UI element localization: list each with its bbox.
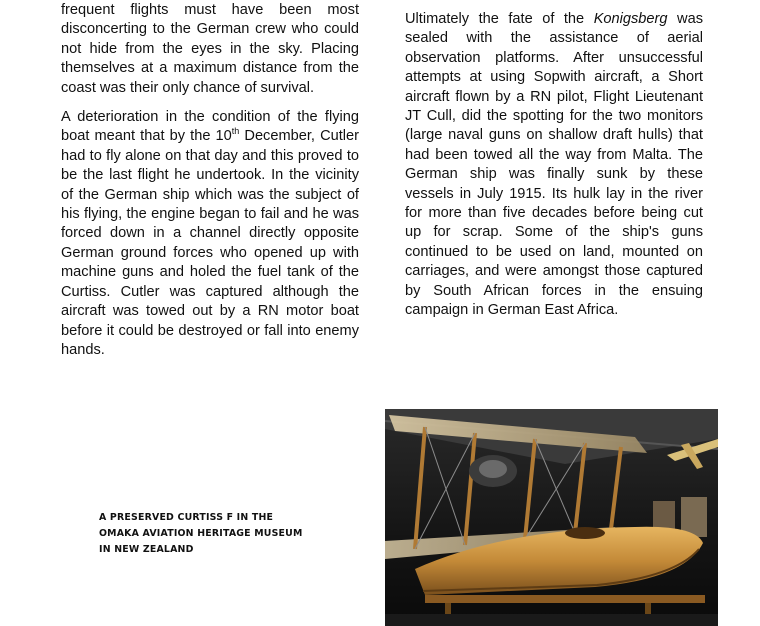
flying-boat-illustration (385, 409, 718, 626)
right-paragraph-1-start: Ultimately the fate of the (405, 11, 594, 27)
left-paragraph-1: frequent flights must have been most disconcerting to the German crew who could not hide from the eyes in the sky. Placing themselves at a maximum distance from the coast was their only chance of survival. (61, 2, 359, 96)
ship-name: Konigsberg (593, 11, 668, 27)
left-paragraph-2-start: A deterioration in the condition of the flying boat meant that by the 10 (61, 109, 359, 145)
photo-caption (99, 510, 349, 558)
curtiss-flying-boat-photo (385, 409, 718, 626)
caption-line-1: A PRESERVED CURTISS F IN THE (99, 512, 274, 523)
caption-line-2: OMAKA AVIATION HERITAGE MUSEUM (99, 528, 303, 539)
right-paragraph-1-rest: was sealed with the assistance of aerial observation platforms. After unsuccessful attempts at using Sopwith aircraft, a Short aircraft flown by a RN pilot, Flight Lieutenant JT Cull, did the spotting for the two monitors (large naval guns on shallow draft hulls) that had been towed all the way from Malta. The German ship was finally sunk by these vessels in July 1915. Its hulk lay in the river for more than five decades before being cut up for scrap. Some of the ship's guns continued to be used on land, mounted on carriages, and were amongst those captured by South African forces in the ensuing campaign in German East Africa. (405, 11, 703, 319)
right-paragraph-1 (405, 10, 703, 321)
left-column (61, 1, 359, 370)
caption-line-3: IN NEW ZEALAND (99, 544, 194, 555)
right-column (405, 10, 703, 331)
ordinal-suffix: th (231, 126, 240, 137)
left-paragraph-2-rest: December, Cutler had to fly alone on that day and this proved to be the last flight he undertook. In the vicinity of the German ship which was the subject of his flying, the engine began to fail and he was forced down in a channel directly opposite German ground forces who opened up with machine guns and holed the fuel tank of the Curtiss. Cutler was captured although the aircraft was towed out by a RN motor boat before it could be destroyed or fall into enemy hands. (61, 128, 360, 358)
left-paragraph-2 (61, 108, 359, 360)
